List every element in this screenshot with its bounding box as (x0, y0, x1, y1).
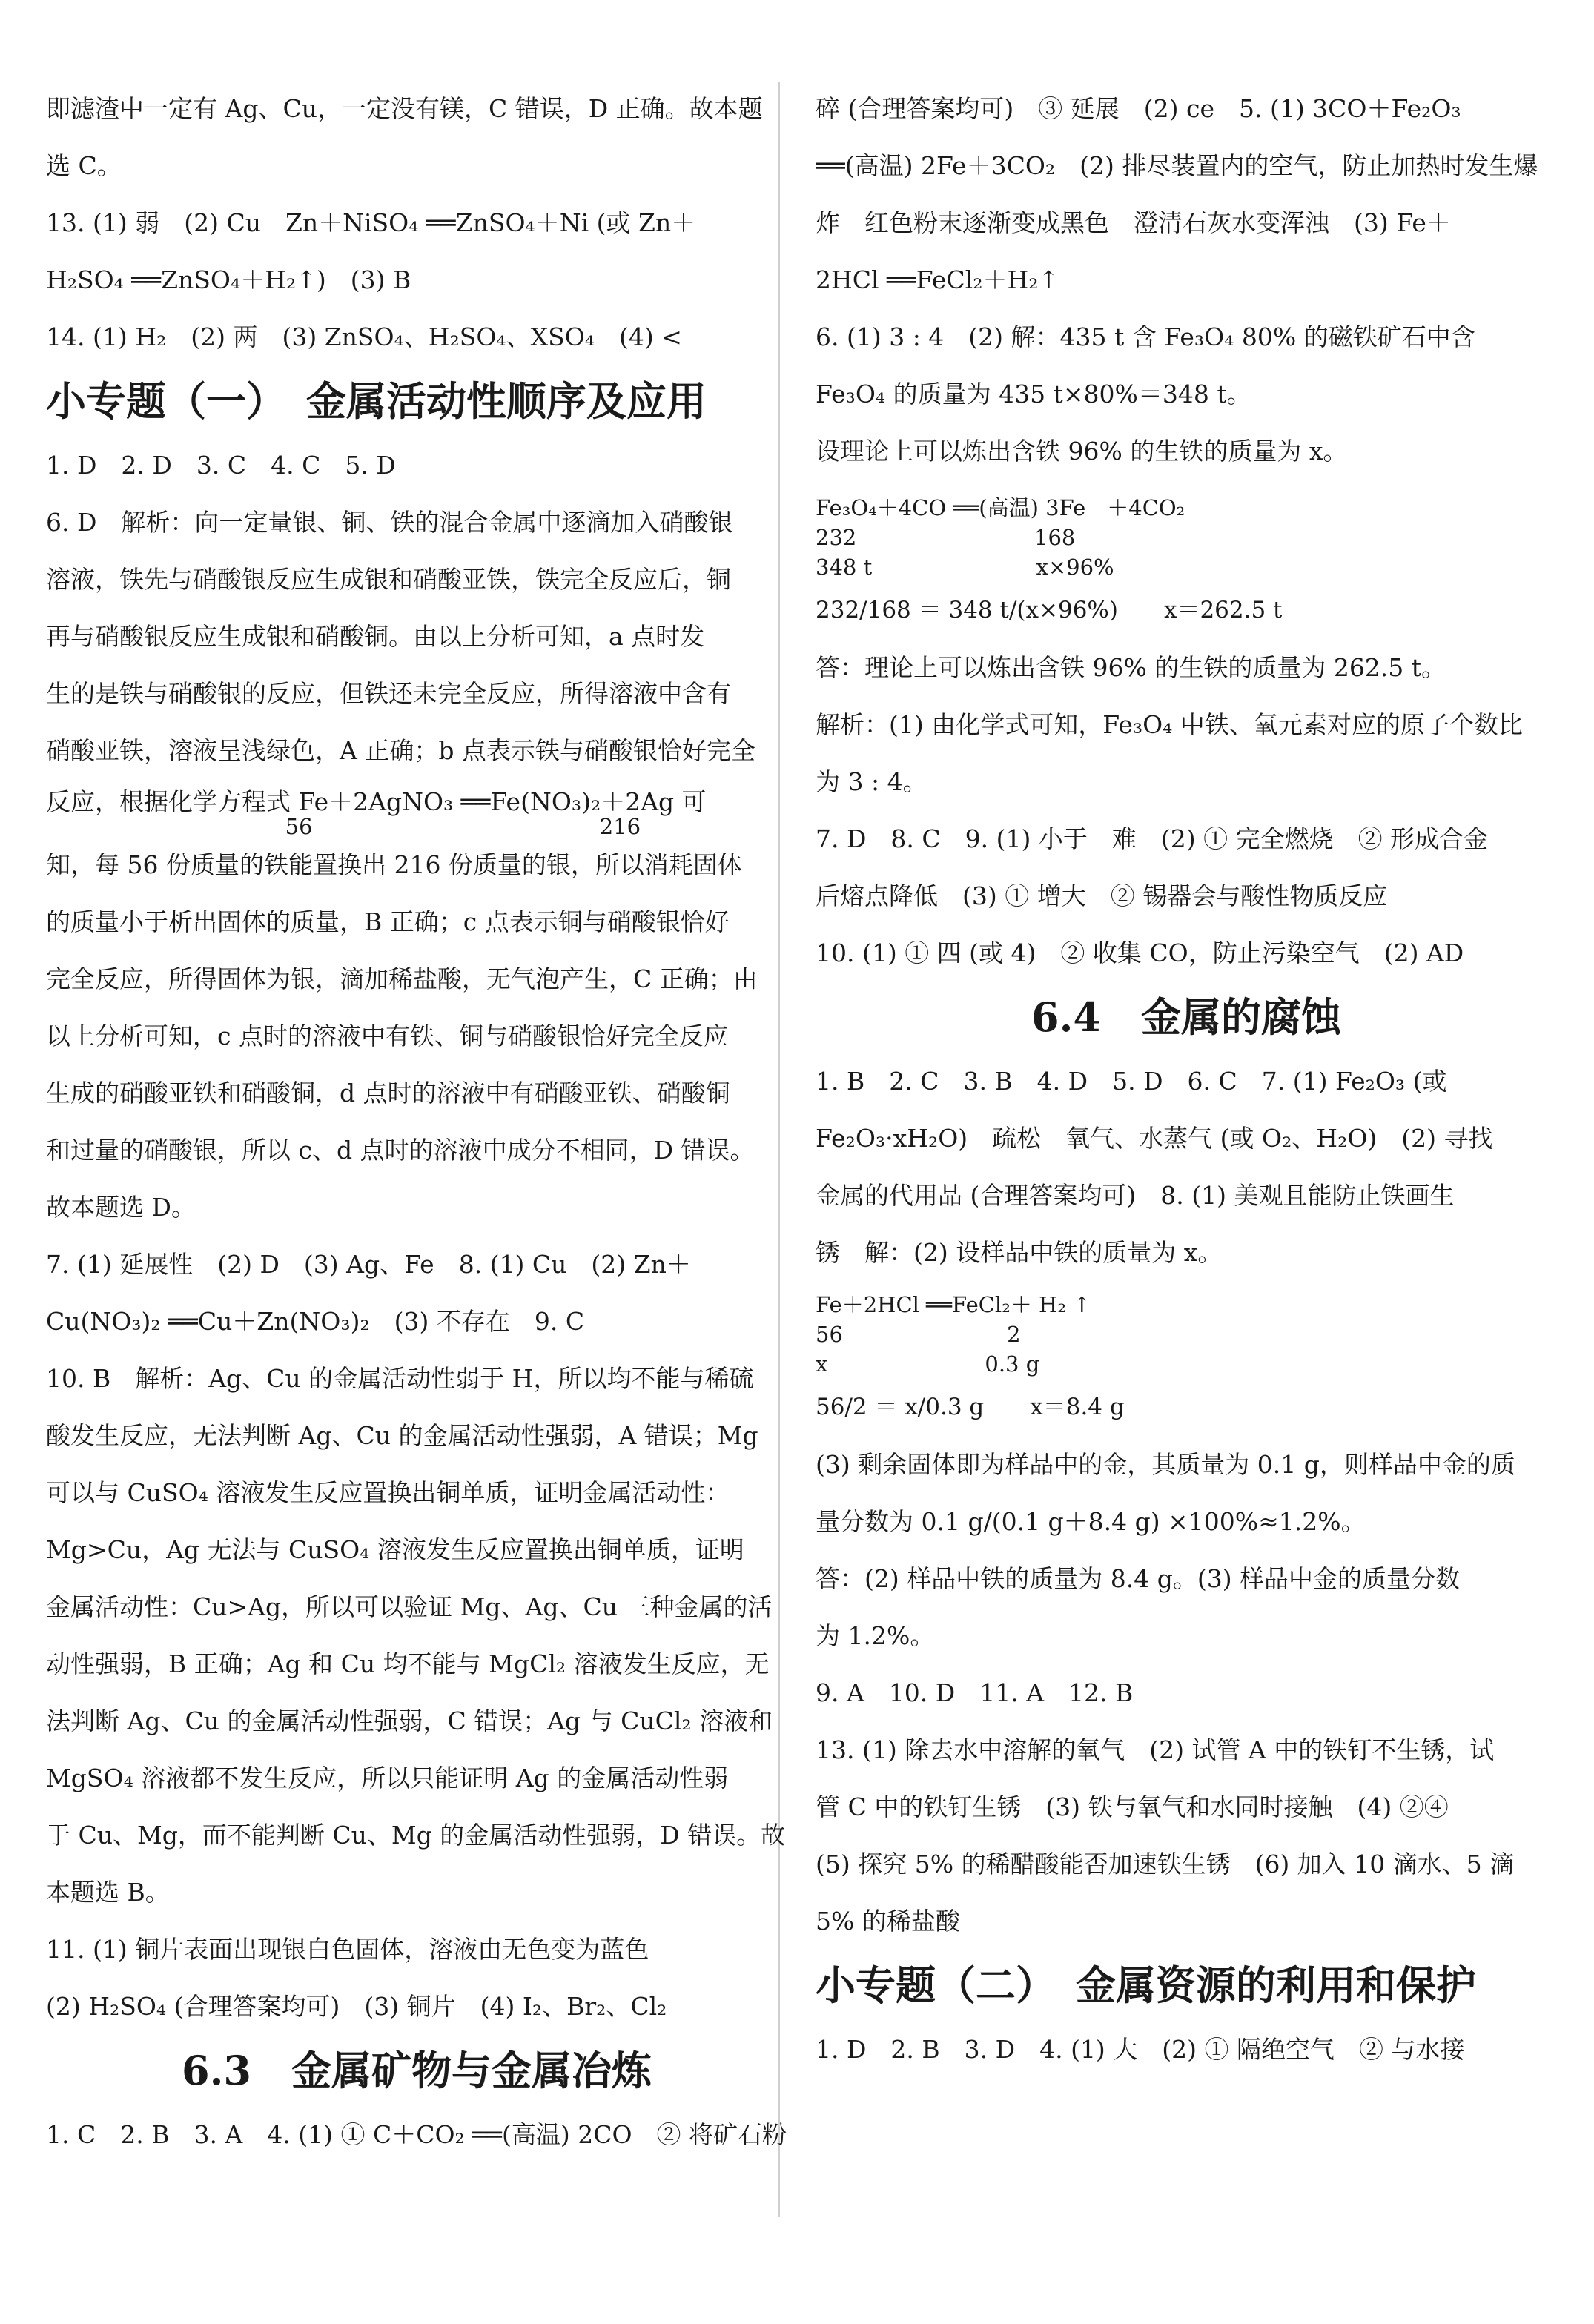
equation-masses: 56 216 (46, 818, 641, 836)
left-column (46, 80, 787, 2163)
text-line: 选 C。 (46, 151, 122, 180)
answer-11-line: 11. (1) 铜片表面出现银白色固体，溶液由无色变为蓝色 (46, 1935, 649, 1964)
answer-6-line: 6. (1) 3 : 4 (2) 解：435 t 含 Fe₃O₄ 80% 的磁铁矿石中含 (816, 322, 1475, 351)
answer-10-line: 酸发生反应，无法判断 Ag、Cu 的金属活动性强弱，A 错误；Mg (46, 1421, 758, 1450)
calc-equation: Fe₃O₄＋4CO ══(高温) 3Fe ＋4CO₂ (816, 495, 1185, 520)
answer-10-line: 动性强弱，B 正确；Ag 和 Cu 均不能与 MgCl₂ 溶液发生反应，无 (46, 1649, 770, 1678)
calc-values: 348 t x×96% (816, 554, 1114, 580)
answer-6-line: 以上分析可知，c 点时的溶液中有铁、铜与硝酸银恰好完全反应 (46, 1022, 728, 1050)
answer-6-line: 6. D 解析：向一定量银、铜、铁的混合金属中逐滴加入硝酸银 (46, 508, 733, 537)
answer-7-10-line: 7. D 8. C 9. (1) 小于 难 (2) ① 完全燃烧 ② 形成合金 (816, 824, 1489, 853)
answer-13-line: (5) 探究 5% 的稀醋酸能否加速铁生锈 (6) 加入 10 滴水、5 滴 (816, 1850, 1515, 1878)
calc-masses: 232 168 (816, 525, 1076, 550)
answers-1-8-line: 锈 解：(2) 设样品中铁的质量为 x。 (816, 1238, 1223, 1267)
answer-13-line: H₂SO₄ ══ZnSO₄＋H₂↑) (3) B (46, 265, 411, 294)
answer-6-line: 知，每 56 份质量的铁能置换出 216 份质量的银，所以消耗固体 (46, 850, 742, 879)
text-line: 2HCl ══FeCl₂＋H₂↑ (816, 265, 1059, 294)
answer-10-line: 于 Cu、Mg，而不能判断 Cu、Mg 的金属活动性强弱，D 错误。故 (46, 1821, 786, 1850)
answers-1-8-line: Fe₂O₃·xH₂O) 疏松 氧气、水蒸气 (或 O₂、H₂O) (2) 寻找 (816, 1124, 1493, 1153)
section-title-6-3: 6.3 金属矿物与金属冶炼 (182, 2047, 652, 2094)
answer-6-line: 再与硝酸银反应生成银和硝酸铜。由以上分析可知，a 点时发 (46, 622, 705, 651)
answers-1-4: 1. C 2. B 3. A 4. (1) ① C＋CO₂ ══(高温) 2CO ② 将矿石粉 (46, 2120, 787, 2149)
text-line: 即滤渣中一定有 Ag、Cu，一定没有镁，C 错误，D 正确。故本题 (46, 94, 763, 123)
calc-values: x 0.3 g (816, 1351, 1040, 1377)
section-title-special-topic-1: 小专题（一） 金属活动性顺序及应用 (46, 377, 707, 425)
answer-6-line: 溶液，铁先与硝酸银反应生成银和硝酸亚铁，铁完全反应后，铜 (46, 565, 731, 594)
answer-7-9-line: Cu(NO₃)₂ ══Cu＋Zn(NO₃)₂ (3) 不存在 9. C (46, 1307, 585, 1336)
text-line: 碎 (合理答案均可) ③ 延展 (2) ce 5. (1) 3CO＋Fe₂O₃ (816, 94, 1461, 123)
answer-6-line: 反应，根据化学方程式 Fe＋2AgNO₃ ══Fe(NO₃)₂＋2Ag 可 (46, 787, 707, 816)
section-title-special-topic-2: 小专题（二） 金属资源的利用和保护 (816, 1962, 1476, 2009)
text-line: ══(高温) 2Fe＋3CO₂ (2) 排尽装置内的空气，防止加热时发生爆 (816, 151, 1538, 180)
answer-7-9-line: 7. (1) 延展性 (2) D (3) Ag、Fe 8. (1) Cu (2) Zn＋ (46, 1250, 691, 1279)
answers-9-12: 9. A 10. D 11. A 12. B (816, 1678, 1134, 1707)
answer-6-line: Fe₃O₄ 的质量为 435 t×80%＝348 t。 (816, 380, 1251, 408)
answer-6-line: 和过量的硝酸银，所以 c、d 点时的溶液中成分不相同，D 错误。 (46, 1136, 755, 1165)
answer-10-line: 本题选 B。 (46, 1878, 170, 1907)
answer-11-line: (2) H₂SO₄ (合理答案均可) (3) 铜片 (4) I₂、Br₂、Cl₂ (46, 1992, 667, 2021)
answer-10-line: 可以与 CuSO₄ 溶液发生反应置换出铜单质，证明金属活动性： (46, 1478, 730, 1507)
answer-6-line: 为 3 : 4。 (816, 767, 927, 796)
section-title-6-4: 6.4 金属的腐蚀 (1031, 993, 1341, 1041)
answer-7-10-line: 后熔点降低 (3) ① 增大 ② 锡器会与酸性物质反应 (816, 881, 1388, 910)
answer-10-line: Mg>Cu，Ag 无法与 CuSO₄ 溶液发生反应置换出铜单质，证明 (46, 1535, 744, 1564)
answer-8-line: (3) 剩余固体即为样品中的金，其质量为 0.1 g，则样品中金的质 (816, 1450, 1515, 1479)
answers-1-8-line: 1. B 2. C 3. B 4. D 5. D 6. C 7. (1) Fe₂O₃ (或 (816, 1067, 1447, 1096)
answer-10-line: MgSO₄ 溶液都不发生反应，所以只能证明 Ag 的金属活动性弱 (46, 1764, 729, 1792)
answer-8-line: 答：(2) 样品中铁的质量为 8.4 g。(3) 样品中金的质量分数 (816, 1564, 1461, 1593)
answers-1-8-line: 金属的代用品 (合理答案均可) 8. (1) 美观且能防止铁画生 (816, 1181, 1455, 1210)
answer-7-10-line: 10. (1) ① 四 (或 4) ② 收集 CO，防止污染空气 (2) AD (816, 938, 1464, 967)
answer-13-line: 5% 的稀盐酸 (816, 1907, 960, 1936)
answer-8-line: 量分数为 0.1 g/(0.1 g＋8.4 g) ×100%≈1.2%。 (816, 1507, 1366, 1536)
calc-proportion: 56/2 ＝ x/0.3 g x＝8.4 g (816, 1394, 1125, 1420)
answer-6-line: 答：理论上可以炼出含铁 96% 的生铁的质量为 262.5 t。 (816, 653, 1446, 682)
right-column (816, 80, 1557, 2078)
answer-8-line: 为 1.2%。 (816, 1621, 935, 1650)
answer-6-line: 生的是铁与硝酸银的反应，但铁还未完全反应，所得溶液中含有 (46, 679, 731, 708)
answer-13-line: 13. (1) 除去水中溶解的氧气 (2) 试管 A 中的铁钉不生锈，试 (816, 1735, 1495, 1764)
calc-equation: Fe＋2HCl ══FeCl₂＋ H₂ ↑ (816, 1292, 1091, 1317)
text-line: 炸 红色粉末逐渐变成黑色 澄清石灰水变浑浊 (3) Fe＋ (816, 208, 1451, 237)
answer-13-line: 管 C 中的铁钉生锈 (3) 铁与氧气和水同时接触 (4) ②④ (816, 1792, 1449, 1821)
answer-6-line: 完全反应，所得固体为银，滴加稀盐酸，无气泡产生，C 正确；由 (46, 964, 758, 993)
answer-6-line: 生成的硝酸亚铁和硝酸铜，d 点时的溶液中有硝酸亚铁、硝酸铜 (46, 1079, 730, 1108)
answer-14: 14. (1) H₂ (2) 两 (3) ZnSO₄、H₂SO₄、XSO₄ (4) < (46, 322, 682, 351)
calc-proportion: 232/168 ＝ 348 t/(x×96%) x＝262.5 t (816, 597, 1283, 623)
answer-10-line: 法判断 Ag、Cu 的金属活动性强弱，C 错误；Ag 与 CuCl₂ 溶液和 (46, 1706, 773, 1735)
answer-6-line: 设理论上可以炼出含铁 96% 的生铁的质量为 x。 (816, 437, 1348, 466)
answer-6-line: 硝酸亚铁，溶液呈浅绿色，A 正确；b 点表示铁与硝酸银恰好完全 (46, 736, 755, 765)
answer-10-line: 10. B 解析：Ag、Cu 的金属活动性弱于 H，所以均不能与稀硫 (46, 1364, 754, 1393)
answer-10-line: 金属活动性：Cu>Ag，所以可以验证 Mg、Ag、Cu 三种金属的活 (46, 1592, 773, 1621)
calc-masses: 56 2 (816, 1322, 1021, 1347)
answer-6-line: 故本题选 D。 (46, 1193, 196, 1222)
answers-1-4: 1. D 2. B 3. D 4. (1) 大 (2) ① 隔绝空气 ② 与水接 (816, 2035, 1465, 2064)
answers-1-5: 1. D 2. D 3. C 4. C 5. D (46, 451, 396, 480)
answer-6-line: 的质量小于析出固体的质量，B 正确；c 点表示铜与硝酸银恰好 (46, 907, 730, 936)
answer-13-line: 13. (1) 弱 (2) Cu Zn＋NiSO₄ ══ZnSO₄＋Ni (或 Zn＋ (46, 208, 696, 237)
answer-6-line: 解析：(1) 由化学式可知，Fe₃O₄ 中铁、氧元素对应的原子个数比 (816, 710, 1523, 739)
